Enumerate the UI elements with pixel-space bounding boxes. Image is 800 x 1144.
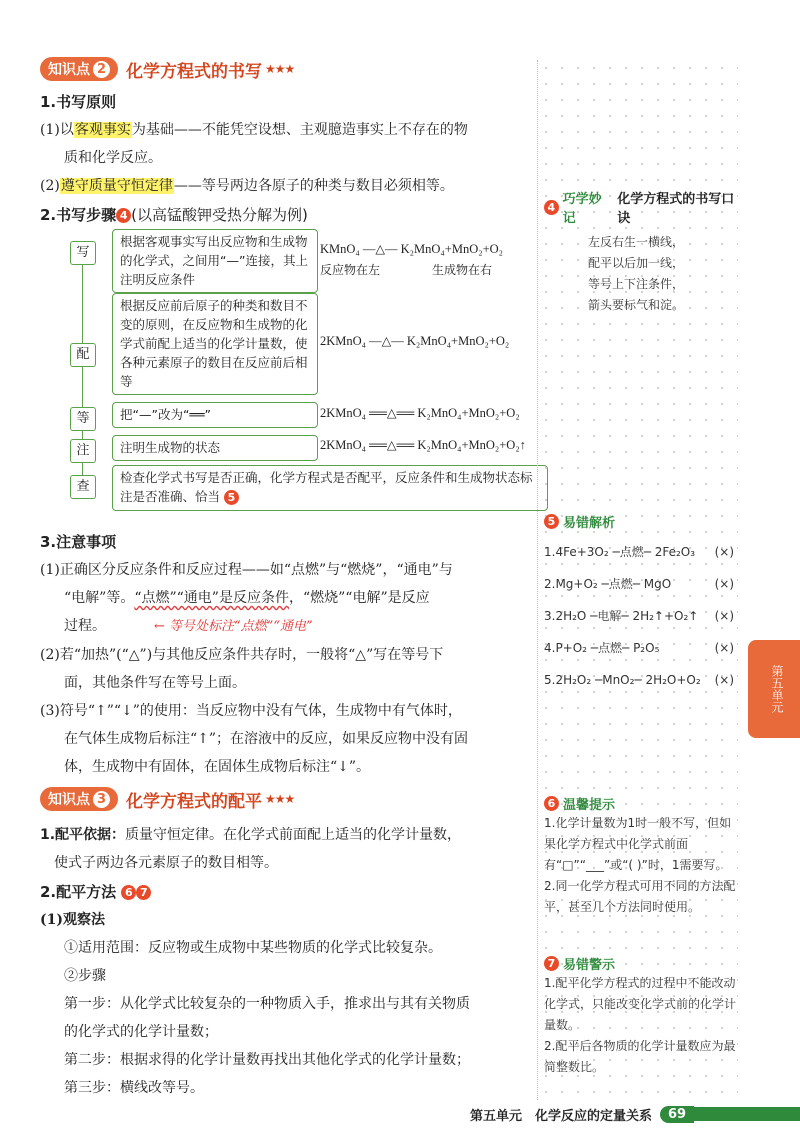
method-observation: (1)观察法 <box>40 912 105 928</box>
note-3: (3)符号“↑”“↓”的使用：当反应物中没有气体，生成物中有气体时， <box>40 703 462 719</box>
text: (×) <box>714 673 734 687</box>
kp-title: 化学方程式的配平 <box>126 791 262 812</box>
side-body <box>544 541 744 691</box>
note-3-cont: 在气体生成物后标注“↑”；在溶液中的反应，如果反应物中没有固 <box>64 731 469 747</box>
text: 检查化学式书写是否正确，化学方程式是否配平，反应条件和生成物状态标注是否准确、恰当 <box>120 470 533 504</box>
step-1-cont: 的化学式的化学计量数； <box>64 1024 218 1040</box>
step-tag-equal: 等 <box>70 407 96 431</box>
ttl: 易错警示 <box>563 958 616 973</box>
step-2: 第二步：根据求得的化学计量数再找出其他化学式的化学计量数； <box>64 1052 470 1068</box>
principle-1-cont: 质和化学反应。 <box>64 150 162 166</box>
balance-basis <box>40 821 528 849</box>
text: 1.配平依据： <box>40 827 126 843</box>
text: (×) <box>714 609 734 623</box>
error-row <box>544 669 744 691</box>
note-badge-icon: 4 <box>544 200 559 215</box>
note-2: (2)若“加热”(“△”)与其他反应条件共存时，一般将“△”写在等号下 <box>40 647 444 663</box>
text: 2.书写步骤 <box>40 206 117 224</box>
writing-steps-diagram <box>40 229 533 527</box>
note-badge-icon: 5 <box>224 490 239 505</box>
text: ，“燃烧”“电解”是反应 <box>288 590 430 606</box>
product-right-label: 生成物在右 <box>432 263 493 277</box>
step-tag-check: 查 <box>70 475 96 499</box>
equation-4: 2KMnO₄ ══△══ K₂MnO₄+MnO₂+O₂↑ <box>320 438 526 452</box>
div: 1.化学计量数为1时一般不写，但如果化学方程式中化学式前面有“□”“___”或“( )”时，1需要写。 <box>544 816 732 872</box>
div: 2.同一化学方程式可用不同的方法配平，甚至几个方法同时使用。 <box>544 879 736 914</box>
note-2-cont: 面，其他条件写在等号上面。 <box>64 675 246 691</box>
equation-2: 2KMnO₄ —△— K₂MnO₄+MnO₂+O₂ <box>320 334 510 348</box>
flow-connector <box>82 259 83 499</box>
kp-number: 2 <box>93 61 110 78</box>
star-rating-icon: ★★★ <box>265 62 295 76</box>
note-3-end: 体，生成物中有固体，在固体生成物后标注“↓”。 <box>64 759 371 775</box>
unit-side-tab: 第五单元 <box>748 640 800 738</box>
text: (×) <box>714 641 734 655</box>
principle-1 <box>40 116 528 144</box>
step-box-annotate: 注明生成物的状态 <box>112 435 318 461</box>
note-1: (1)正确区分反应条件和反应过程——如“点燃”与“燃烧”，“通电”与 <box>40 562 453 578</box>
div: 左反右生一横线， <box>588 235 685 249</box>
note-1-cont <box>40 584 528 612</box>
side-mnemonic <box>538 188 744 316</box>
error-row <box>544 541 744 563</box>
div: 1.配平化学方程式的过程中不能改动化学式，只能改变化学式前的化学计量数。 <box>544 976 737 1032</box>
kp-number: 3 <box>93 791 110 808</box>
text: (×) <box>714 545 734 559</box>
section-heading: 3.注意事项 <box>40 533 117 551</box>
footer-unit-title: 第五单元 化学反应的定量关系 <box>470 1108 653 1124</box>
text: 2.Mg+O₂ ─点燃─ MgO <box>544 577 672 591</box>
page-footer <box>470 1103 800 1125</box>
text: (×) <box>714 577 734 591</box>
text: 为基础——不能凭空设想、主观臆造事实上不存在的物 <box>131 122 468 138</box>
side-common-errors <box>538 512 744 701</box>
side-head <box>544 794 744 813</box>
step-box-check <box>112 465 548 511</box>
knowledge-point-2-header <box>40 55 528 83</box>
side-head <box>544 954 744 973</box>
knowledge-point-badge <box>40 787 118 811</box>
knowledge-point-3-header <box>40 785 528 813</box>
step-tag-annotate: 注 <box>70 439 96 463</box>
note-badge-icon: 6 <box>544 796 559 811</box>
text: 质量守恒定律。在化学式前面配上适当的化学计量数， <box>125 827 462 843</box>
main-column <box>40 55 533 1102</box>
step-tag-balance: 配 <box>70 343 96 367</box>
text: ——等号两边各原子的种类与数目必须相等。 <box>173 178 454 194</box>
kp-title: 化学方程式的书写 <box>126 61 262 82</box>
text: 过程。 <box>64 618 106 634</box>
ttl: 易错解析 <box>563 516 616 531</box>
side-head <box>544 188 744 226</box>
div: 2.配平后各物质的化学计量数应为最简整数比。 <box>544 1039 736 1074</box>
kp-label: 知识点 <box>48 792 90 808</box>
reactant-left-label: 反应物在左 <box>320 263 381 277</box>
note-badge-icon: 7 <box>544 956 559 971</box>
note-1-end <box>40 612 528 641</box>
note-badge-icon: 4 <box>116 208 131 223</box>
step-tag-write: 写 <box>70 241 96 265</box>
step-1: 第一步：从化学式比较复杂的一种物质入手，推求出与其有关物质 <box>64 996 470 1012</box>
step-3: 第三步：横线改等号。 <box>64 1080 204 1096</box>
text: 4.P+O₂ ─点燃─ P₂O₅ <box>544 641 660 655</box>
error-row <box>544 573 744 595</box>
text: (以高锰酸钾受热分解为例) <box>131 206 308 224</box>
equation-1: KMnO₄ —△— K₂MnO₄+MnO₂+O₂ <box>320 242 504 256</box>
side-body <box>544 232 744 316</box>
star-rating-icon: ★★★ <box>265 792 295 806</box>
div: 等号上下注条件， <box>588 277 685 291</box>
section-heading: 1.书写原则 <box>40 93 117 111</box>
method-steps: ②步骤 <box>64 968 106 984</box>
section-heading <box>40 881 528 902</box>
error-row <box>544 605 744 627</box>
highlight: 遵守质量守恒定律 <box>60 178 173 194</box>
method-scope: ①适用范围：反应物或生成物中某些物质的化学式比较复杂。 <box>64 940 442 956</box>
text: 1.4Fe+3O₂ ─点燃─ 2Fe₂O₃ <box>544 545 696 559</box>
text: (2) <box>40 178 60 194</box>
side-notes-column <box>537 60 738 1100</box>
principle-2 <box>40 172 528 200</box>
div: 箭头要标气和淀。 <box>588 298 685 312</box>
equation-3: 2KMnO₄ ══△══ K₂MnO₄+MnO₂+O₂ <box>320 406 520 420</box>
text: “电解”等。 <box>64 590 135 606</box>
kp-label: 知识点 <box>48 62 90 78</box>
ttl: 巧学妙记 <box>562 192 602 226</box>
side-warnings <box>538 954 744 1078</box>
side-body <box>544 973 744 1078</box>
side-head <box>544 512 744 531</box>
text: 2.配平方法 <box>40 883 117 901</box>
text: 化学方程式的书写口诀 <box>617 192 735 226</box>
balance-basis-cont: 使式子两边各元素原子的数目相等。 <box>54 855 278 871</box>
handwritten-annotation: ← 等号处标注“点燃”“通电” <box>154 619 313 634</box>
note-badge-icon: 7 <box>136 885 151 900</box>
side-tips <box>538 794 744 918</box>
text: 5.2H₂O₂ ─MnO₂─ 2H₂O+O₂ <box>544 673 701 687</box>
footer-bar <box>694 1107 800 1121</box>
knowledge-point-badge <box>40 57 118 81</box>
wavy-underline: “点燃”“通电”是反应条件 <box>134 590 289 606</box>
highlight: 客观事实 <box>74 122 131 138</box>
step-box-balance: 根据反应前后原子的种类和数目不变的原则，在反应物和生成物的化学式前配上适当的化学计量数，使各种元素原子的数目在反应前后相等 <box>112 293 318 395</box>
error-row <box>544 637 744 659</box>
section-heading <box>40 204 528 225</box>
div: 配平以后加一线， <box>588 256 685 270</box>
note-badge-icon: 5 <box>544 514 559 529</box>
side-body <box>544 813 744 918</box>
text: 3.2H₂O ─电解─ 2H₂↑+O₂↑ <box>544 609 699 623</box>
step-box-equal: 把“—”改为“══” <box>112 402 318 428</box>
text: (1)以 <box>40 122 74 138</box>
step-box-write: 根据客观事实写出反应物和生成物的化学式，之间用“—”连接，其上注明反应条件 <box>112 229 318 293</box>
note-badge-icon: 6 <box>121 885 136 900</box>
ttl: 温馨提示 <box>563 798 616 813</box>
page-number: 69 <box>660 1106 694 1123</box>
